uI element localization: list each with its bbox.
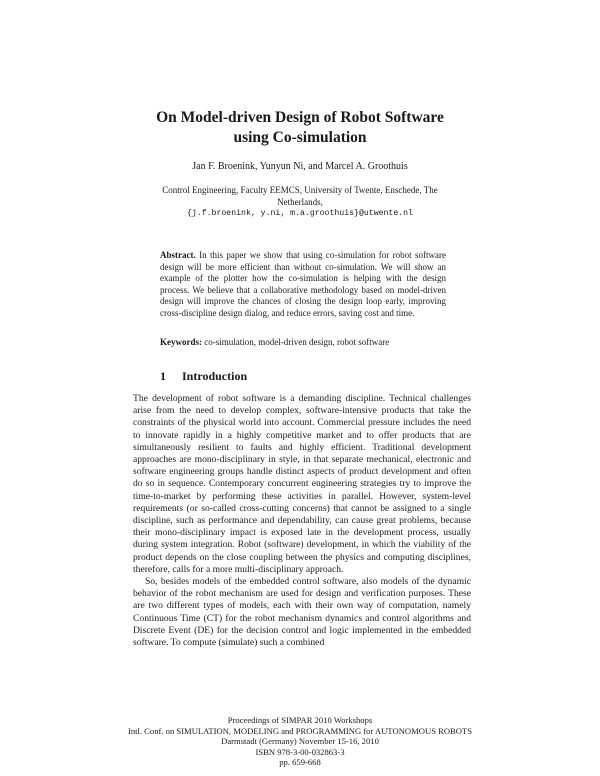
footer-line-4: ISBN 978-3-00-032863-3: [255, 746, 345, 757]
abstract: [160, 250, 446, 319]
paragraph-1: The development of robot software is a demanding discipline. Technical challenges arise from the need to develop complex, software-intensive products that take the constraints of the physical world into account. Commercial pressure includes the need to innovate rapidly in a highly competitive market and to offer products that are simultaneously resilient to faults and highly efficient. Traditional development approaches are mono-disciplinary in style, in that separate mechanical, electronic and software engineering groups handle distinct aspects of product development and often do so in sequence. Contemporary concurrent engineering strategies try to improve the time-to-market by performing these activities in parallel. However, system-level requirements (or so-called cross-cutting concerns) that cannot be assigned to a single discipline, such as performance and dependability, can cause great problems, because their mono-disciplinary impact is exposed late in the development process, usually during system integration. Robot (software) development, in which the viability of the product depends on the close coupling between the physics and computing disciplines, therefore, calls for a more multi-disciplinary approach.: [133, 393, 471, 575]
author-list: Jan F. Broenink, Yunyun Ni, and Marcel A. Groothuis: [192, 161, 408, 172]
keywords: [160, 337, 446, 349]
title-line-1: On Model-driven Design of Robot Software: [156, 109, 444, 126]
paragraph-2: So, besides models of the embedded control software, also models of the dynamic behavior of the robot mechanism are used for design and verification purposes. These are two different types of models, each with their own way of computation, namely Continuous Time (CT) for the robot mechanism dynamics and control algorithms and Discrete Event (DE) for the decision control and logic implemented in the embedded software. To compute (simulate) such a combined: [133, 576, 471, 649]
section-number: 1: [160, 369, 166, 383]
keywords-label: Keywords:: [160, 337, 202, 347]
proceedings-footer: [0, 715, 600, 768]
author-emails: {j.f.broenink, y.ni, m.a.groothuis}@utwente.nl: [186, 209, 413, 218]
paper-title: [0, 108, 600, 148]
abstract-label: Abstract.: [160, 250, 196, 260]
footer-line-5: pp. 659-668: [279, 757, 321, 767]
affiliation-line-1: Control Engineering, Faculty EEMCS, University of Twente, Enschede, The: [162, 185, 438, 195]
footer-line-2: Intl. Conf. on SIMULATION, MODELING and PROGRAMMING for AUTONOMOUS ROBOTS: [127, 725, 473, 736]
keywords-text: co-simulation, model-driven design, robot software: [204, 337, 390, 347]
section-heading-introduction: [160, 369, 247, 384]
title-line-2: using Co-simulation: [233, 129, 367, 146]
footer-line-3: Darmstadt (Germany) November 15-16, 2010: [221, 736, 379, 746]
section-title: Introduction: [182, 369, 248, 383]
affiliation: [160, 185, 440, 220]
affiliation-line-2: Netherlands,: [277, 196, 323, 207]
introduction-body: [133, 393, 471, 649]
abstract-text: In this paper we show that using co-simulation for robot software design will be more efficient than without co-simulation. We will show an example of the plotter how the co-simulation is helping with the design process. We believe that a collaborative methodology based on model-driven design will improve the chances of closing the design loop early, improving cross-discipline design dialog, and reduce errors, saving cost and time.: [160, 250, 446, 318]
footer-line-1: Proceedings of SIMPAR 2010 Workshops: [227, 715, 373, 725]
